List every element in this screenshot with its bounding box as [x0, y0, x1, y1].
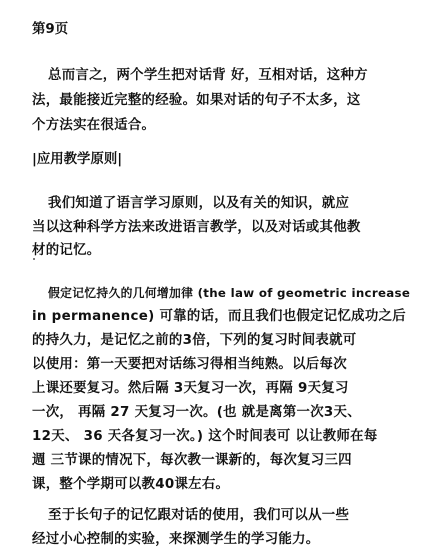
- paragraph-line: 总而言之，两个学生把对话背 好，互相对话，这种方: [48, 68, 368, 83]
- paragraph-line: 经过小心控制的实验，来探测学生的学习能力。: [32, 532, 320, 547]
- stray-mark: [33, 258, 35, 260]
- paragraph-line: 12天、 36 天各复习一次。) 这个时间表可 以让教师在每: [32, 429, 378, 444]
- paragraph-line: 材的记忆。: [32, 243, 101, 258]
- paragraph-line: 週 三节课的情况下，每次教一课新的，每次复习三四: [32, 453, 352, 468]
- paragraph-line: 我们知道了语言学习原则，以及有关的知识，就应: [48, 196, 350, 211]
- paragraph-line: 法，最能接近完整的经验。如果对话的句子不太多，这: [32, 93, 361, 108]
- paragraph-line: in permanence) 可靠的话，而且我们也假定记忆成功之后: [32, 309, 406, 324]
- section-heading: |应用教学原则|: [32, 152, 123, 167]
- paragraph-line: 当以这种科学方法来改进语言教学，以及对话或其他教: [32, 220, 361, 235]
- paragraph-line: 的持久力，是记忆之前的3倍，下列的复习时间表就可: [32, 333, 357, 348]
- paragraph-line: 以使用：第一天要把对话练习得相当纯熟。以后每次: [32, 357, 347, 372]
- paragraph-line: 一次， 再隔 27 天复习一次。(也 就是离第一次3天、: [32, 405, 361, 420]
- paragraph-line: 个方法实在很适合。: [32, 118, 156, 133]
- page-number: 第9页: [32, 22, 69, 37]
- paragraph-line: 假定记忆持久的几何增加律 (the law of geometric increase: [48, 286, 411, 300]
- paragraph-line: 上课还要复习。然后隔 3天复习一次，再隔 9天复习: [32, 381, 349, 396]
- paragraph-line: 至于长句子的记忆跟对话的使用，我们可以从一些: [48, 508, 350, 523]
- paragraph-line: 课，整个学期可以教40课左右。: [32, 477, 230, 492]
